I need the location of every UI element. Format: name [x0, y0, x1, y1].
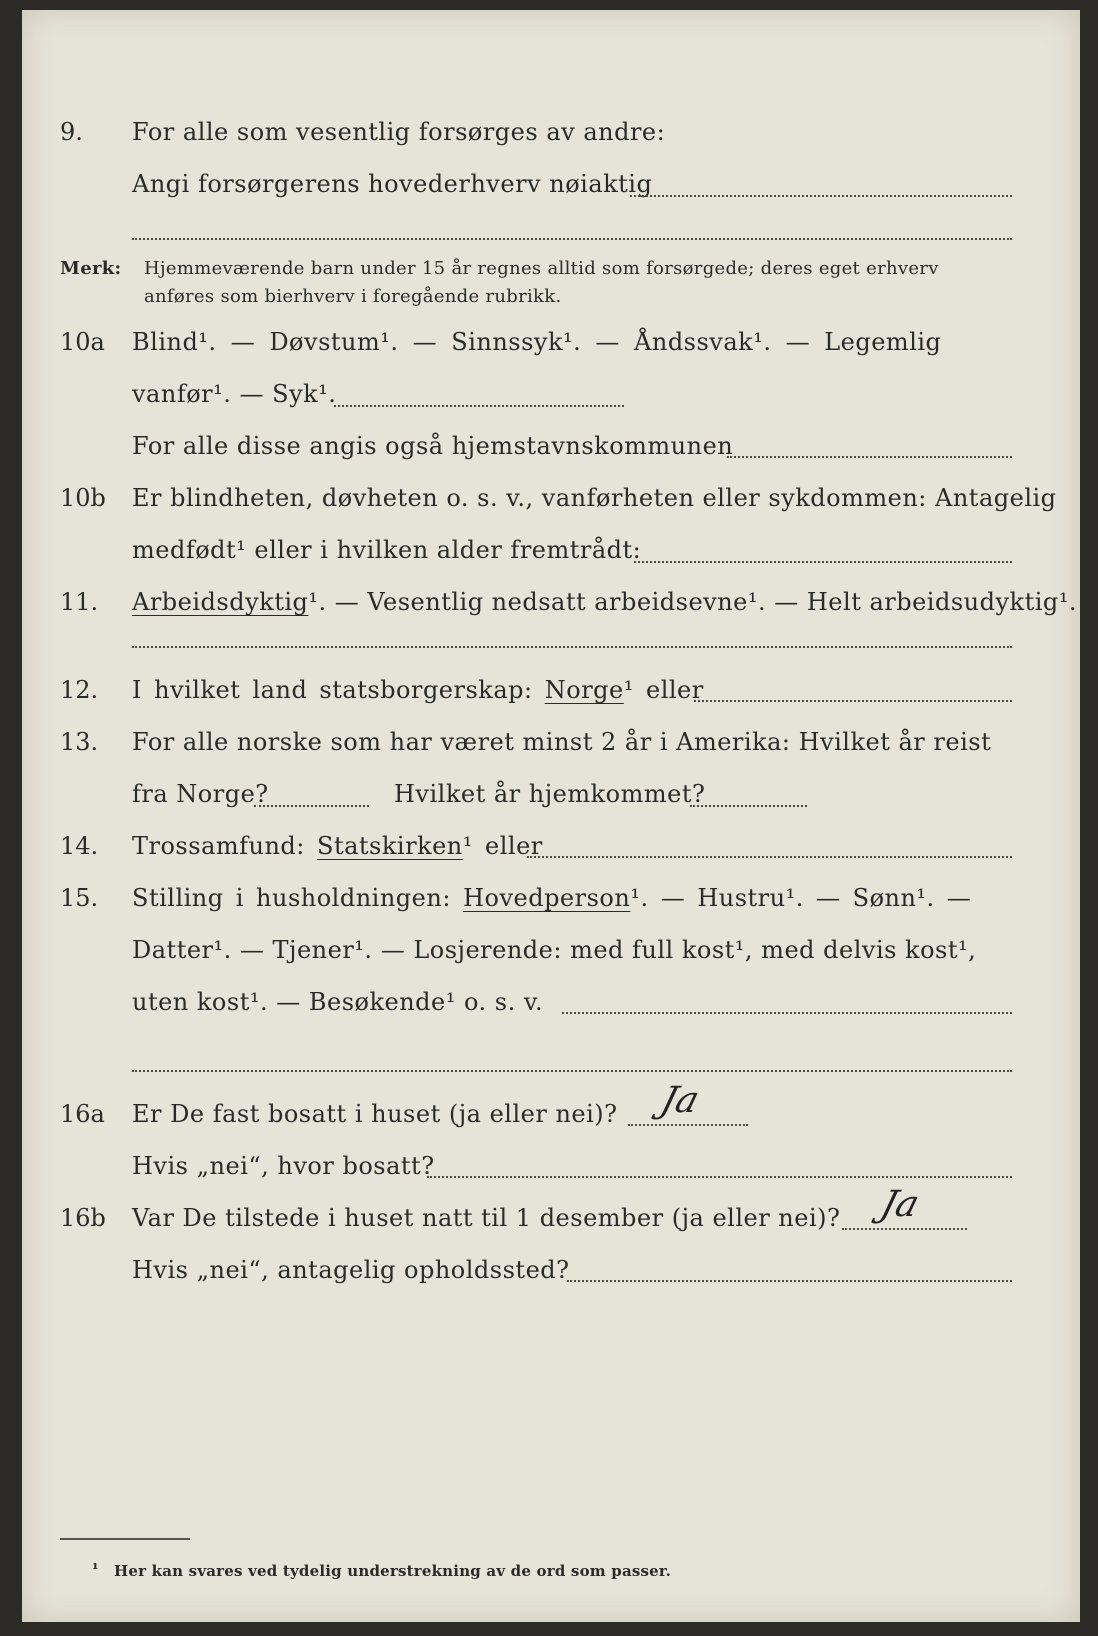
q10b-line2: medfødt¹ eller i hvilken alder fremtrådt: [132, 536, 642, 564]
q14-number: 14. [60, 832, 99, 860]
q16b-number: 16b [60, 1204, 106, 1232]
q15-line2: Datter¹. — Tjener¹. — Losjerende: med full kost¹, med delvis kost¹, [132, 936, 977, 964]
merk-label: Merk: [60, 258, 122, 279]
q11-number: 11. [60, 588, 99, 616]
q9-answer-line[interactable] [630, 195, 1012, 197]
q16a-bosatt-line[interactable] [427, 1176, 1012, 1178]
q12-eller: ¹ eller [623, 676, 704, 704]
q16b-line1: Var De tilstede i huset natt til 1 desember (ja eller nei)? [132, 1204, 841, 1232]
q16a-answer-line[interactable] [628, 1124, 748, 1126]
q13-line2a: fra Norge? [132, 780, 269, 808]
q13-reist-line[interactable] [254, 805, 369, 807]
q13-hjemkommet-line[interactable] [690, 805, 807, 807]
q10a-answer-line[interactable] [334, 405, 624, 407]
q9-line1: For alle som vesentlig forsørges av andre: [132, 118, 666, 146]
q15-options-rest: ¹. — Hustru¹. — Sønn¹. — [630, 884, 972, 912]
merk-line1: Hjemmeværende barn under 15 år regnes alltid som forsørgede; deres eget erhverv [144, 258, 939, 279]
q14-option-statskirken[interactable]: Statskirken [317, 832, 463, 860]
merk-line2: anføres som bierhverv i foregående rubrikk. [144, 286, 562, 307]
q10a-number: 10a [60, 328, 105, 356]
q10b-line1: Er blindheten, døvheten o. s. v., vanførheten eller sykdommen: Antagelig [132, 484, 1057, 512]
q11-line [132, 588, 1077, 616]
q15-option-hovedperson[interactable]: Hovedperson [463, 884, 631, 912]
q16b-opholdssted-line[interactable] [567, 1280, 1012, 1282]
q12-number: 12. [60, 676, 99, 704]
q10a-line2: vanfør¹. — Syk¹. [132, 380, 337, 408]
q16b-line2: Hvis „nei“, antagelig opholdssted? [132, 1256, 570, 1284]
q15-answer-line[interactable] [562, 1012, 1012, 1014]
q14-line [132, 832, 543, 860]
q15-line3: uten kost¹. — Besøkende¹ o. s. v. [132, 988, 544, 1016]
q12-answer-line[interactable] [694, 700, 1012, 702]
q15-answer-line-2[interactable] [132, 1070, 1012, 1072]
footnote-rule [60, 1538, 190, 1540]
q11-option-arbeidsdyktig[interactable]: Arbeidsdyktig [132, 588, 309, 616]
footnote-mark: ¹ [92, 1560, 99, 1578]
q16a-handwritten-answer: Ja [656, 1080, 704, 1121]
q16a-number: 16a [60, 1100, 105, 1128]
q14-eller: ¹ eller [462, 832, 543, 860]
q10b-number: 10b [60, 484, 106, 512]
q10b-answer-line[interactable] [634, 561, 1012, 563]
q16a-line2: Hvis „nei“, hvor bosatt? [132, 1152, 435, 1180]
q10a-hjemstavn-line[interactable] [727, 456, 1012, 458]
q15-line1 [132, 884, 971, 912]
q10a-line3: For alle disse angis også hjemstavnskommunen [132, 432, 734, 460]
q15-question: Stilling i husholdningen: [132, 884, 451, 912]
q11-answer-line[interactable] [132, 646, 1012, 648]
q16a-line1: Er De fast bosatt i huset (ja eller nei)? [132, 1100, 618, 1128]
q9-line2: Angi forsørgerens hovederhverv nøiaktig [132, 170, 653, 198]
census-form-page [22, 10, 1080, 1622]
q9-answer-line-2[interactable] [132, 238, 1012, 240]
q12-option-norge[interactable]: Norge [544, 676, 624, 704]
q14-question: Trossamfund: [132, 832, 305, 860]
q11-rest: ¹. — Vesentlig nedsatt arbeidsevne¹. — Helt arbeidsudyktig¹. [308, 588, 1078, 616]
q13-line2b: Hvilket år hjemkommet? [394, 780, 706, 808]
q13-line1: For alle norske som har været minst 2 år i Amerika: Hvilket år reist [132, 728, 992, 756]
q16b-handwritten-answer: Ja [876, 1184, 924, 1225]
q14-answer-line[interactable] [527, 856, 1012, 858]
q9-number: 9. [60, 118, 83, 146]
q16b-answer-line[interactable] [842, 1228, 967, 1230]
q12-question: I hvilket land statsborgerskap: [132, 676, 533, 704]
q13-number: 13. [60, 728, 99, 756]
q10a-line1: Blind¹. — Døvstum¹. — Sinnssyk¹. — Åndssvak¹. — Legemlig [132, 328, 942, 356]
q15-number: 15. [60, 884, 99, 912]
q12-line [132, 676, 704, 704]
footnote-text: Her kan svares ved tydelig understrekning av de ord som passer. [114, 1562, 672, 1580]
